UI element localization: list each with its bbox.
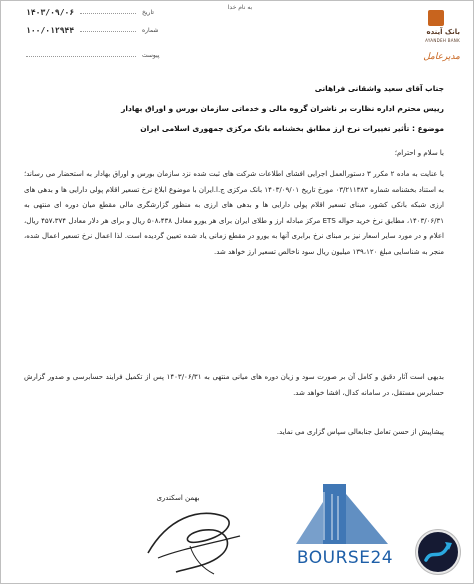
- bank-logo-icon: [428, 10, 444, 26]
- number-label: شماره: [142, 27, 159, 34]
- bank-name: بانک آینده: [426, 28, 460, 36]
- attachment-label: پیوست: [142, 52, 160, 59]
- date-line: [80, 12, 136, 14]
- signature-scribble-icon: [128, 498, 248, 578]
- sender-title: مدیرعامل: [423, 52, 460, 62]
- attachment-line: [26, 55, 136, 57]
- recipient-title: رییس محترم اداره نظارت بر ناشران گروه مالی و خدماتی سازمان بورس و اوراق بهادار: [121, 104, 444, 113]
- paragraph-2: بدیهی است آثار دقیق و کامل آن بر صورت سود و زیان دوره های میانی منتهی به ۱۴۰۳/۰۶/۳۱ پس از تکمیل فرایند حسابرسی و صدور گزارش حسابرس مستقل، در سامانه کدال، افشا خواهد شد.: [24, 373, 445, 397]
- invocation: به نام خدا: [227, 4, 253, 11]
- greeting: با سلام و احترام؛: [394, 149, 444, 157]
- signer-name: بهمن اسکندری: [156, 494, 200, 502]
- number-row: [26, 26, 176, 35]
- watermark-text: BOURSE24: [296, 548, 394, 568]
- recipient-name: جناب آقای سعید واشقانی فراهانی: [314, 84, 444, 93]
- trend-arrow-icon: [418, 532, 458, 572]
- corner-badge: [416, 530, 460, 574]
- bank-name-en: AYANDEH BANK: [425, 38, 460, 43]
- date-label: تاریخ: [142, 9, 154, 16]
- number-value: ۱۰۰/۰۱۲۹۴۴: [26, 26, 75, 35]
- attachment-row: [26, 52, 176, 59]
- letter-subject: موضوع : تأثیر تغییرات نرخ ارز مطابق بخشنامه بانک مرکزی جمهوری اسلامی ایران: [140, 124, 444, 133]
- bourse24-logo-icon: [288, 482, 398, 550]
- paragraph-1: با عنایت به ماده ۲ مکرر ۳ دستورالعمل اجرایی افشای اطلاعات شرکت های ثبت شده نزد سازمان بورس و اوراق بهادار به استحضار می رساند؛ به استناد بخشنامه شماره ۰۳/۲۱۱۳۸۳ مورخ تاریخ ۱۴۰۳/۰۹/۰۱ بانک مرکزی ج.ا.ایران با موضوع ابلاغ نرخ تسعیر اقلام پولی دارایی ها و بدهی های ارزی شبکه بانکی کشور، مبنای تسعیر اقلام پولی دارایی ها و بدهی های ارزی به منظور گزارشگری مالی مقطع میان دوره ای منتهی به ۱۴۰۳/۰۶/۳۱، مطابق نرخ خرید حواله ETS مرکز مبادله ارز و طلای ایران برای هر یورو معادل ۵۰۸،۴۳۸ ریال و برای هر دلار معادل ۴۵۷،۳۷۴ ریال، اعلام و در مورد سایر اسعار نیز بر مبنای نرخ برابری آنها به یورو در مقطع زمانی یاد شده تعیین گردیده است. لذا اعمال نرخ تسعیر اعمال شده، منجر به شناسایی مبلغ ۱۳۹،۱۲۰ میلیون ریال سود ناخالص تسعیر ارز خواهد شد.: [24, 170, 445, 256]
- date-row: [26, 8, 176, 17]
- number-line: [80, 30, 136, 32]
- closing: پیشاپیش از حسن تعامل جنابعالی سپاس گزاری می نماید.: [276, 428, 444, 436]
- date-value: ۱۴۰۳/۰۹/۰۶: [26, 8, 75, 17]
